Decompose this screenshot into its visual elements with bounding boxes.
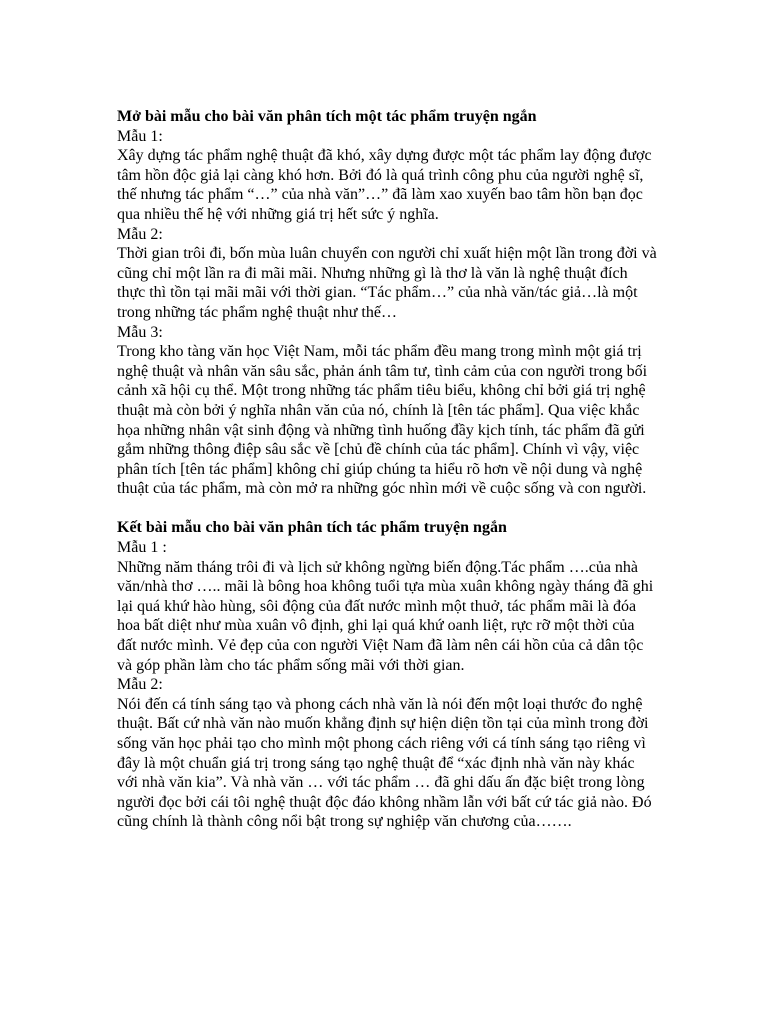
- section-spacer: [117, 499, 657, 519]
- intro-sample-3-text: Trong kho tàng văn học Việt Nam, mỗi tác phẩm đều mang trong mình một giá trị nghệ thuật và nhân văn sâu sắc, phản ánh tâm tư, tình cảm của con người trong bối cảnh xã hội cụ thể. Một trong những tác phẩm tiêu biểu, không chỉ bởi giá trị nghệ thuật mà còn bởi ý nghĩa nhân văn của nó, chính là [tên tác phẩm]. Qua việc khắc họa những nhân vật sinh động và những tình huống đầy kịch tính, tác phẩm đã gửi gắm những thông điệp sâu sắc về [chủ đề chính của tác phẩm]. Chính vì vậy, việc phân tích [tên tác phẩm] không chỉ giúp chúng ta hiểu rõ hơn về nội dung và nghệ thuật của tác phẩm, mà còn mở ra những góc nhìn mới về cuộc sống và con người.: [117, 343, 648, 498]
- conclusion-sample-2-text: Nói đến cá tính sáng tạo và phong cách nhà văn là nói đến một loại thước đo nghệ thuật. Bất cứ nhà văn nào muốn khẳng định sự hiện diện tồn tại của mình trong đời sống văn học phải tạo cho mình một phong cách riêng với cá tính sáng tạo riêng vì đây là một chuẩn giá trị trong sáng tạo nghệ thuật để “xác định nhà văn này khác với nhà văn kia”. Và nhà văn … với tác phẩm … đã ghi dấu ấn đặc biệt trong lòng người đọc bởi cái tôi nghệ thuật độc đáo không nhầm lẫn với bất cứ tác giả nào. Đó cũng chính là thành công nổi bật trong sự nghiệp văn chương của…….: [117, 695, 652, 831]
- conclusion-sample-1-text: Những năm tháng trôi đi và lịch sử không ngừng biến động.Tác phẩm ….của nhà văn/nhà thơ ….. mãi là bông hoa không tuổi tựa mùa xuân không ngày tháng đã ghi lại quá khứ hào hùng, sôi động của đất nước mình một thuở, tác phẩm mãi là đóa hoa bất diệt như mùa xuân vô định, ghi lại quá khứ oanh liệt, rực rỡ một thời của đất nước mình. Vẻ đẹp của con người Việt Nam đã làm nên cái hồn của cả dân tộc và góp phần làm cho tác phẩm sống mãi với thời gian.: [117, 558, 654, 674]
- conclusion-sample-2-label: Mẫu 2:: [117, 676, 163, 694]
- conclusion-heading: Kết bài mẫu cho bài văn phân tích tác phẩm truyện ngắn: [117, 519, 507, 537]
- conclusion-sample-1-label: Mẫu 1 :: [117, 539, 167, 557]
- document-page: [117, 107, 657, 832]
- intro-heading: Mở bài mẫu cho bài văn phân tích một tác phẩm truyện ngắn: [117, 108, 537, 125]
- intro-sample-3-label: Mẫu 3:: [117, 323, 163, 341]
- intro-sample-1-label: Mẫu 1:: [117, 127, 163, 145]
- intro-sample-1-text: Xây dựng tác phẩm nghệ thuật đã khó, xây dựng được một tác phẩm lay động được tâm hồn độc giả lại càng khó hơn. Bởi đó là quá trình công phu của người nghệ sĩ, thế nhưng tác phẩm “…” của nhà văn”…” đã làm xao xuyến bao tâm hồn bạn đọc qua nhiều thế hệ với những giá trị hết sức ý nghĩa.: [117, 147, 652, 223]
- intro-sample-2-text: Thời gian trôi đi, bốn mùa luân chuyển con người chỉ xuất hiện một lần trong đời và cũng chỉ một lần ra đi mãi mãi. Nhưng những gì là thơ là văn là nghệ thuật đích thực thì tồn tại mãi mãi với thời gian. “Tác phẩm…” của nhà văn/tác giả…là một trong những tác phẩm nghệ thuật như thế…: [117, 245, 657, 321]
- intro-sample-2-label: Mẫu 2:: [117, 225, 163, 243]
